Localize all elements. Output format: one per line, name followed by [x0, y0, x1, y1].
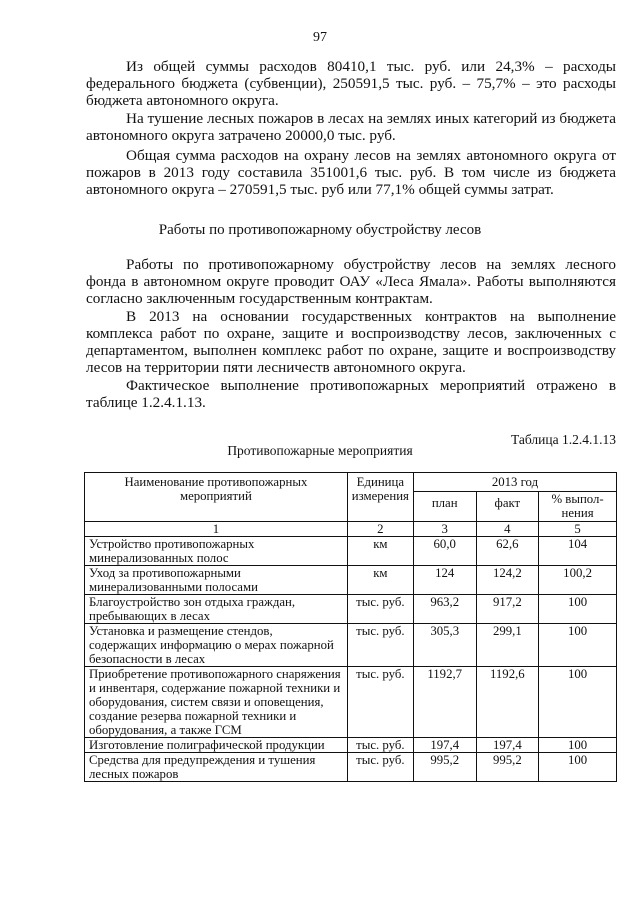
row-fact: 124,2 [476, 566, 539, 595]
index-row [85, 522, 617, 537]
row-name: Благоустройство зон отдыха граждан, пребывающих в лесах [85, 595, 348, 624]
header-name: Наименование противопожарных мероприятий [85, 473, 348, 522]
header-plan: план [413, 491, 476, 521]
table-row [85, 738, 617, 753]
row-fact: 299,1 [476, 624, 539, 667]
index-cell: 2 [347, 522, 413, 537]
table-label: Таблица 1.2.4.1.13 [511, 432, 616, 447]
row-name: Изготовление полиграфической продукции [85, 738, 348, 753]
paragraph-contracts-2013: В 2013 на основании государственных контрактов на выполнение комплекса работ по охране, защите и воспроизводству лесов, заключенных с департаментом, выполнен комплекс работ по охране, защите и воспроизводству лесов на территории пяти лесничеств автономного округа. [86, 308, 616, 376]
row-name: Установка и размещение стендов, содержащих информацию о мерах пожарной безопасности в лесах [85, 624, 348, 667]
paragraph-budget-split: Из общей суммы расходов 80410,1 тыс. руб. или 24,3% – расходы федерального бюджета (субвенции), 250591,5 тыс. руб. – 75,7% – это расходы бюджета автономного округа. [86, 58, 616, 109]
row-name: Устройство противопожарных минерализованных полос [85, 537, 348, 566]
header-unit: Единица измерения [347, 473, 413, 522]
row-fact: 917,2 [476, 595, 539, 624]
row-plan: 305,3 [413, 624, 476, 667]
row-name: Приобретение противопожарного снаряжения и инвентаря, содержание пожарной техники и оборудования, систем связи и оповещения, создание резерва пожарной техники и оборудования, а также ГСМ [85, 667, 348, 738]
row-percent: 100 [539, 738, 617, 753]
row-plan: 995,2 [413, 753, 476, 782]
header-year: 2013 год [413, 473, 616, 492]
index-cell: 5 [539, 522, 617, 537]
row-unit: тыс. руб. [347, 624, 413, 667]
index-cell: 4 [476, 522, 539, 537]
table-title: Противопожарные мероприятия [227, 443, 413, 458]
row-unit: тыс. руб. [347, 667, 413, 738]
row-unit: тыс. руб. [347, 738, 413, 753]
row-percent: 100,2 [539, 566, 617, 595]
row-unit: км [347, 537, 413, 566]
row-fact: 197,4 [476, 738, 539, 753]
index-cell: 1 [85, 522, 348, 537]
header-fact: факт [476, 491, 539, 521]
row-unit: км [347, 566, 413, 595]
row-fact: 1192,6 [476, 667, 539, 738]
row-plan: 963,2 [413, 595, 476, 624]
row-percent: 100 [539, 667, 617, 738]
table-row [85, 624, 617, 667]
row-plan: 197,4 [413, 738, 476, 753]
row-name: Средства для предупреждения и тушения лесных пожаров [85, 753, 348, 782]
table-row [85, 537, 617, 566]
row-unit: тыс. руб. [347, 753, 413, 782]
paragraph-total-expenses: Общая сумма расходов на охрану лесов на землях автономного округа от пожаров в 2013 году составила 351001,6 тыс. руб. В том числе из бюджета автономного округа – 270591,5 тыс. руб или 77,1% общей суммы затрат. [86, 147, 616, 198]
paragraph-contractor: Работы по противопожарному обустройству лесов на землях лесного фонда в автономном округе проводит ОАУ «Леса Ямала». Работы выполняются согласно заключенным государственным контрактам. [86, 256, 616, 307]
row-percent: 100 [539, 753, 617, 782]
row-plan: 60,0 [413, 537, 476, 566]
paragraph-other-lands: На тушение лесных пожаров в лесах на землях иных категорий из бюджета автономного округа затрачено 20000,0 тыс. руб. [86, 110, 616, 144]
table-row [85, 667, 617, 738]
section-heading: Работы по противопожарному обустройству лесов [158, 222, 482, 238]
row-unit: тыс. руб. [347, 595, 413, 624]
row-percent: 100 [539, 595, 617, 624]
paragraph-table-reference: Фактическое выполнение противопожарных мероприятий отражено в таблице 1.2.4.1.13. [86, 377, 616, 411]
table-row [85, 753, 617, 782]
row-percent: 104 [539, 537, 617, 566]
row-fact: 62,6 [476, 537, 539, 566]
fire-measures-table [84, 472, 617, 782]
row-plan: 1192,7 [413, 667, 476, 738]
row-fact: 995,2 [476, 753, 539, 782]
table-row [85, 566, 617, 595]
row-plan: 124 [413, 566, 476, 595]
page-number: 97 [313, 30, 327, 45]
index-cell: 3 [413, 522, 476, 537]
table-row [85, 595, 617, 624]
row-percent: 100 [539, 624, 617, 667]
row-name: Уход за противопожарными минерализованными полосами [85, 566, 348, 595]
header-percent: % выпол-нения [539, 491, 617, 521]
